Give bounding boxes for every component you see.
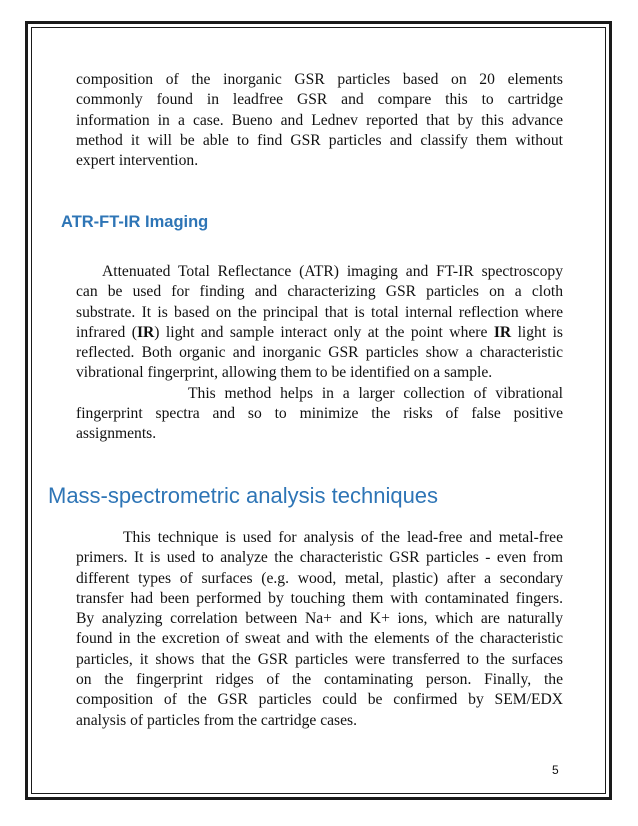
text-line: This technique is used for analysis of the lead-free and metal-free [123,529,563,546]
text-line: assignments. [76,425,157,443]
text-line-ir [76,323,563,343]
text-run: ) light and sample interact only at the point where [154,323,494,341]
section-heading-mass-spectrometric: Mass-spectrometric analysis techniques [48,483,439,508]
text-line: substrate. It is based on the principal that is total internal reflection where [76,303,563,321]
text-line: reflected. Both organic and inorganic GSR particles show a characteristic [76,344,563,362]
text-line: primers. It is used to analyze the characteristic GSR particles - even from [76,549,563,567]
text-line: expert intervention. [76,152,199,170]
text-line: particles, it shows that the GSR particles were transferred to the surfaces [76,650,563,668]
text-line: can be used for finding and characterizing GSR particles on a cloth [76,283,563,301]
text-line: on the fingerprint ridges of the contaminating person. Finally, the [76,671,563,689]
text-line: method it will be able to find GSR particles and classify them without [76,131,563,149]
text-line: fingerprint spectra and so to minimize the risks of false positive [76,405,563,423]
text-line: composition of the GSR particles could be confirmed by SEM/EDX [76,691,563,709]
text-line: transfer had been performed by touching them with contaminated fingers. [76,589,563,607]
text-line: commonly found in leadfree GSR and compare this to cartridge [76,91,563,109]
bold-ir: IR [136,323,155,341]
paragraph-mass-spectrometric [76,528,563,731]
text-line: vibrational fingerprint, allowing them to be identified on a sample. [76,364,493,382]
text-line: different types of surfaces (e.g. wood, metal, plastic) after a secondary [76,569,563,587]
text-run: light is [511,323,563,341]
text-line: By analyzing correlation between Na+ and K+ ions, which are naturally [76,610,563,628]
bold-ir: IR [493,323,512,341]
page-number: 5 [552,763,559,777]
paragraph-gsr-composition [76,70,563,171]
text-line: composition of the inorganic GSR particles based on 20 elements [76,71,563,88]
text-line: found in the excretion of sweat and with the elements of the characteristic [76,630,563,648]
text-line: analysis of particles from the cartridge cases. [76,711,358,729]
paragraph-atr-ft-ir [76,262,563,445]
section-heading-atr-ft-ir: ATR-FT-IR Imaging [61,213,209,231]
text-line: information in a case. Bueno and Lednev reported that by this advance [76,111,563,129]
text-line: Attenuated Total Reflectance (ATR) imaging and FT-IR spectroscopy [102,263,563,280]
text-line: This method helps in a larger collection of vibrational [188,384,563,402]
text-run: infrared ( [76,323,137,341]
